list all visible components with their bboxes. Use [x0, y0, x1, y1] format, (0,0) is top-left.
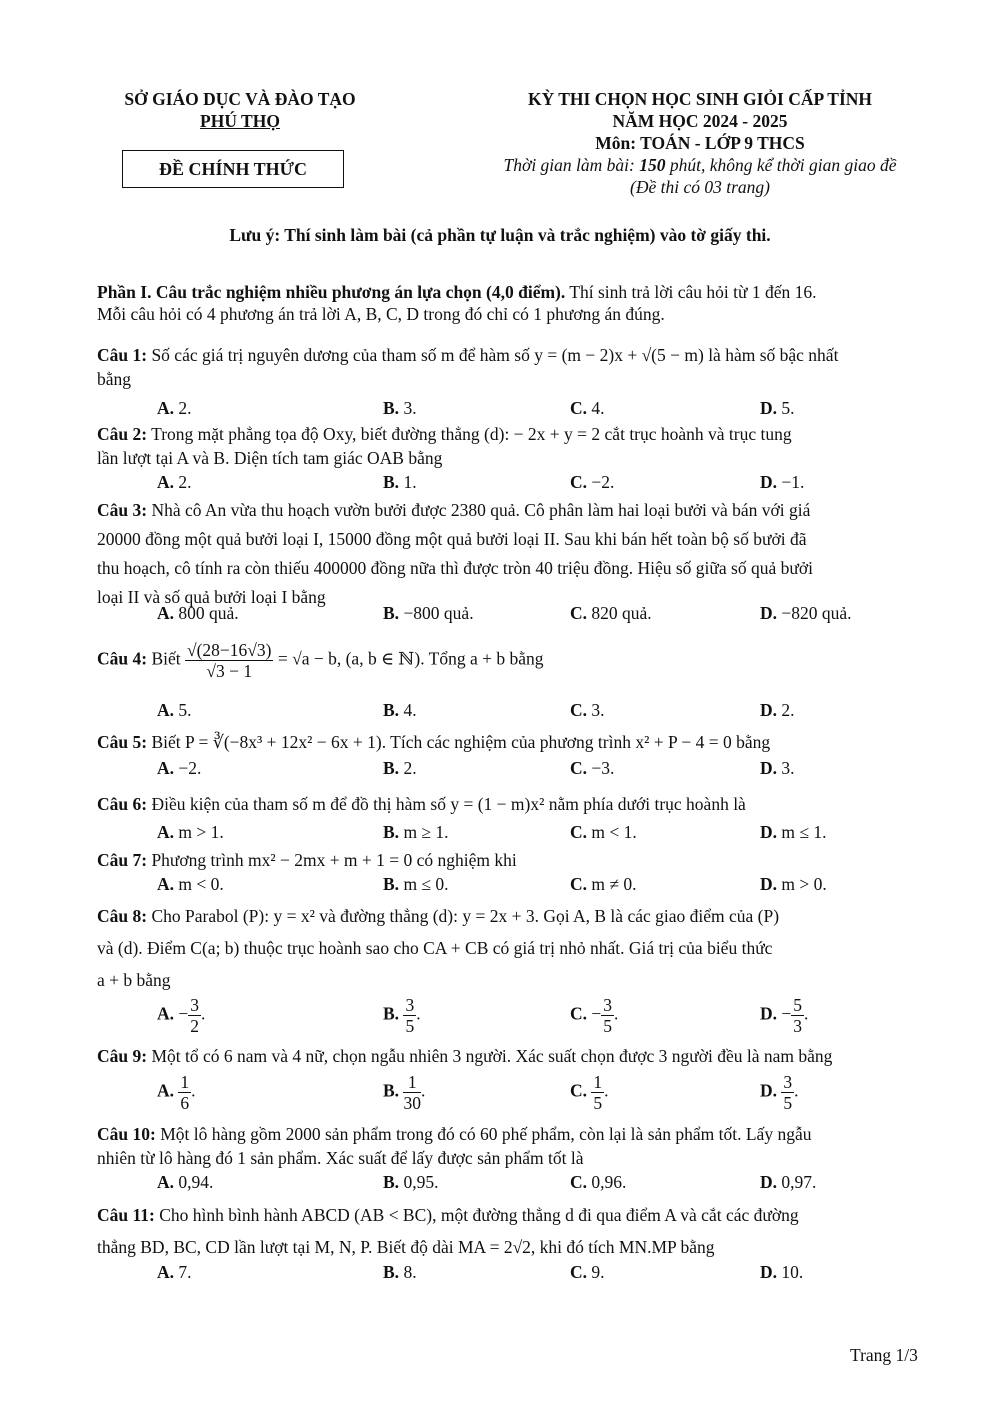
question-8: Câu 8: Cho Parabol (P): y = x² và đường thẳng (d): y = 2x + 3. Gọi A, B là các giao điểm của (P) và (d). Điểm C(a; b) thuộc trục hoành sao cho CA + CB có giá trị nhỏ nhất. Giá trị của biểu thức a + b bằng	[97, 906, 780, 990]
q8-option-c[interactable]: C. − $\frac{3}{5}$ .	[570, 995, 619, 1036]
q10-option-c[interactable]: C. 0,96.	[570, 1172, 627, 1192]
q5-option-a[interactable]: A. −2.	[157, 758, 202, 778]
q9-option-b[interactable]: B. $\frac{1}{30}$ .	[383, 1072, 426, 1113]
question-3: Câu 3: Nhà cô An vừa thu hoạch vườn bưởi được 2380 quả. Cô phân làm hai loại bưởi và bán với giá 20000 đồng một quả bưởi loại I, 15000 đồng một quả bưởi loại II. Sau khi bán hết toàn bộ số bưởi đã thu hoạch, cô tính ra còn thiếu 400000 đồng nữa thì được tròn 40 triệu đồng. Hiệu số giữa số quả bưởi loại II và số quả bưởi loại I bằng	[97, 500, 813, 607]
q11-option-b[interactable]: B. 8.	[383, 1262, 417, 1282]
q1-option-b[interactable]: B. 3.	[383, 398, 417, 418]
q1-option-a[interactable]: A. 2.	[157, 398, 192, 418]
q6-option-c[interactable]: C. m < 1.	[570, 822, 637, 842]
q7-option-b[interactable]: B. m ≤ 0.	[383, 874, 449, 894]
question-4: Câu 4: Biết $\frac{√(28-16√3)}{√3 - 1}$ = √a − b, (a, b ∈ ℕ). Tổng a + b bằng	[97, 640, 544, 681]
q3-option-c[interactable]: C. 820 quả.	[570, 603, 652, 623]
exam-info-block	[440, 88, 960, 198]
q2-option-d[interactable]: D. −1.	[760, 472, 805, 492]
q3-option-a[interactable]: A. 800 quả.	[157, 603, 239, 623]
q9-option-c[interactable]: C. $\frac{1}{5}$ .	[570, 1072, 609, 1113]
school-year: NĂM HỌC 2024 - 2025	[612, 111, 788, 131]
q8-option-b[interactable]: B. $\frac{3}{5}$ .	[383, 995, 421, 1036]
q6-option-d[interactable]: D. m ≤ 1.	[760, 822, 827, 842]
q7-option-a[interactable]: A. m < 0.	[157, 874, 224, 894]
q10-option-a[interactable]: A. 0,94.	[157, 1172, 214, 1192]
subject: Môn: TOÁN - LỚP 9 THCS	[595, 133, 805, 153]
q3-option-b[interactable]: B. −800 quả.	[383, 603, 474, 623]
question-6: Câu 6: Điều kiện của tham số m để đồ thị hàm số y = (1 − m)x² nằm phía dưới trục hoành là	[97, 794, 746, 814]
official-stamp: ĐỀ CHÍNH THỨC	[122, 150, 344, 188]
q10-option-b[interactable]: B. 0,95.	[383, 1172, 439, 1192]
q1-option-c[interactable]: C. 4.	[570, 398, 605, 418]
q6-option-a[interactable]: A. m > 1.	[157, 822, 224, 842]
q3-option-d[interactable]: D. −820 quả.	[760, 603, 852, 623]
province-name: PHÚ THỌ	[200, 111, 280, 131]
q9-option-d[interactable]: D. $\frac{3}{5}$ .	[760, 1072, 799, 1113]
q4-option-c[interactable]: C. 3.	[570, 700, 605, 720]
q5-option-d[interactable]: D. 3.	[760, 758, 795, 778]
q7-option-d[interactable]: D. m > 0.	[760, 874, 827, 894]
part1-title: Phần I. Câu trắc nghiệm nhiều phương án lựa chọn (4,0 điểm).	[97, 282, 566, 302]
question-2: Câu 2: Trong mặt phẳng tọa độ Oxy, biết đường thẳng (d): − 2x + y = 2 cắt trục hoành và trục tung lần lượt tại A và B. Diện tích tam giác OAB bằng	[97, 424, 792, 468]
question-11: Câu 11: Cho hình bình hành ABCD (AB < BC), một đường thẳng d đi qua điểm A và cắt các đường thẳng BD, BC, CD lần lượt tại M, N, P. Biết độ dài MA = 2√2, khi đó tích MN.MP bằng	[97, 1205, 799, 1257]
exam-note: Lưu ý: Thí sinh làm bài (cả phần tự luận và trắc nghiệm) vào tờ giấy thi.	[229, 225, 771, 245]
part1-intro: Phần I. Câu trắc nghiệm nhiều phương án lựa chọn (4,0 điểm). Thí sinh trả lời câu hỏi từ 1 đến 16. Mỗi câu hỏi có 4 phương án trả lời A, B, C, D trong đó chỉ có 1 phương án đúng.	[97, 282, 817, 324]
q4-option-d[interactable]: D. 2.	[760, 700, 795, 720]
exam-title: KỲ THI CHỌN HỌC SINH GIỎI CẤP TỈNH	[527, 89, 873, 109]
department-name: SỞ GIÁO DỤC VÀ ĐÀO TẠO	[124, 89, 356, 109]
q8-option-a[interactable]: A. − $\frac{3}{2}$ .	[157, 995, 206, 1036]
q2-option-b[interactable]: B. 1.	[383, 472, 417, 492]
q4-fraction: $\frac{√(28-16√3)}{√3 - 1}$	[187, 640, 272, 681]
q5-option-b[interactable]: B. 2.	[383, 758, 417, 778]
q4-option-a[interactable]: A. 5.	[157, 700, 192, 720]
q9-option-a[interactable]: A. $\frac{1}{6}$ .	[157, 1072, 196, 1113]
department-block	[95, 88, 385, 132]
page-number: Trang 1/3	[850, 1345, 918, 1365]
q6-option-b[interactable]: B. m ≥ 1.	[383, 822, 449, 842]
question-1: Câu 1: Số các giá trị nguyên dương của tham số m để hàm số y = (m − 2)x + √(5 − m) là hàm số bậc nhất bằng	[97, 345, 839, 389]
q1-option-d[interactable]: D. 5.	[760, 398, 795, 418]
question-7: Câu 7: Phương trình mx² − 2mx + m + 1 = 0 có nghiệm khi	[97, 850, 517, 870]
q5-option-c[interactable]: C. −3.	[570, 758, 615, 778]
q7-option-c[interactable]: C. m ≠ 0.	[570, 874, 637, 894]
pages-note: (Đề thi có 03 trang)	[630, 177, 770, 197]
q2-option-c[interactable]: C. −2.	[570, 472, 615, 492]
q11-option-a[interactable]: A. 7.	[157, 1262, 192, 1282]
question-10: Câu 10: Một lô hàng gồm 2000 sản phẩm trong đó có 60 phế phẩm, còn lại là sản phẩm tốt. Lấy ngẫu nhiên từ lô hàng đó 1 sản phẩm. Xác suất để lấy được sản phẩm tốt là	[97, 1124, 812, 1168]
q10-option-d[interactable]: D. 0,97.	[760, 1172, 817, 1192]
q8-option-d[interactable]: D. − $\frac{5}{3}$ .	[760, 995, 809, 1036]
q11-option-c[interactable]: C. 9.	[570, 1262, 605, 1282]
question-9: Câu 9: Một tổ có 6 nam và 4 nữ, chọn ngẫu nhiên 3 người. Xác suất chọn được 3 người đều là nam bằng	[97, 1046, 833, 1066]
q11-option-d[interactable]: D. 10.	[760, 1262, 804, 1282]
q2-option-a[interactable]: A. 2.	[157, 472, 192, 492]
q4-option-b[interactable]: B. 4.	[383, 700, 417, 720]
question-5: Câu 5: Biết P = ∛(−8x³ + 12x² − 6x + 1). Tích các nghiệm của phương trình x² + P − 4 = 0 bằng	[97, 732, 771, 752]
time-limit: Thời gian làm bài: 150 phút, không kể thời gian giao đề	[503, 155, 897, 175]
